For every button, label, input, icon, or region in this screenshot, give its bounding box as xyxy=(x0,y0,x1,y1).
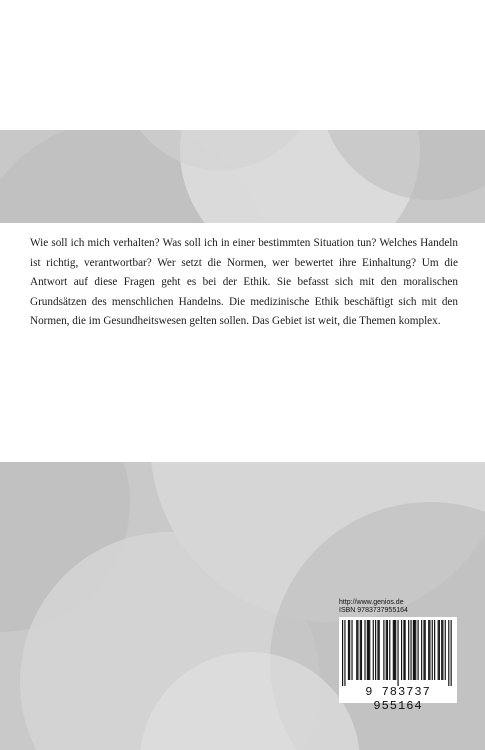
barcode-bar xyxy=(434,620,435,680)
barcode-bar xyxy=(356,620,357,680)
barcode-bar xyxy=(395,620,396,680)
barcode xyxy=(339,617,457,713)
barcode-bar xyxy=(397,620,398,686)
barcode-bar xyxy=(438,620,439,680)
barcode-bar xyxy=(410,620,411,680)
barcode-bar xyxy=(428,620,429,680)
barcode-bar xyxy=(393,620,394,680)
barcode-bar xyxy=(373,620,374,680)
barcode-bar xyxy=(387,620,388,680)
barcode-bar xyxy=(348,620,349,680)
barcode-bar xyxy=(408,620,409,680)
barcode-bar xyxy=(357,620,358,680)
barcode-bar xyxy=(361,620,362,680)
barcode-bar xyxy=(383,620,384,680)
barcode-bar xyxy=(368,620,369,680)
barcode-bar xyxy=(414,620,415,680)
barcode-bar xyxy=(442,620,443,680)
isbn-label: ISBN 9783737955164 xyxy=(339,607,408,614)
barcode-bar xyxy=(415,620,416,680)
barcode-bar xyxy=(413,620,414,680)
barcode-number: 9 783737 955164 xyxy=(365,685,431,713)
barcode-bar xyxy=(445,620,446,680)
barcode-bar xyxy=(432,620,433,680)
barcode-bar xyxy=(379,620,380,680)
barcode-bar xyxy=(405,620,406,680)
barcode-bar xyxy=(423,620,424,680)
barcode-bar xyxy=(403,620,404,680)
barcode-bar xyxy=(451,620,452,686)
barcode-bar xyxy=(344,620,345,686)
barcode-bar xyxy=(448,620,449,686)
barcode-bar xyxy=(425,620,426,680)
barcode-bar xyxy=(386,620,387,680)
barcode-bar xyxy=(441,620,442,680)
barcode-bar xyxy=(375,620,376,680)
barcode-bar xyxy=(401,620,402,680)
barcode-bar xyxy=(377,620,378,680)
barcode-bar xyxy=(364,620,365,680)
back-cover-blurb: Wie soll ich mich verhalten? Was soll ich in einer bestimmten Situation tun? Welches Handeln ist richtig, verantwortbar? Wer setzt die Normen, wer bewertet ihre Einhaltung? Um die Antwort auf diese Fragen geht es bei der Ethik. Sie befasst sich mit den moralischen Grundsätzen des menschlichen Handelns. Die medizinische Ethik beschäftigt sich mit den Normen, die im Gesundheitswesen gelten sollen. Das Gebiet ist weit, die Themen komplex. xyxy=(30,237,458,327)
barcode-block xyxy=(339,599,459,713)
barcode-bar xyxy=(429,620,430,680)
barcode-bar xyxy=(421,620,422,680)
barcode-bar xyxy=(439,620,440,680)
barcode-bar xyxy=(367,620,368,680)
barcode-bar xyxy=(389,620,390,680)
barcode-bars xyxy=(342,620,454,686)
barcode-bar xyxy=(342,620,343,686)
barcode-bar xyxy=(351,620,352,680)
barcode-bar xyxy=(418,620,419,680)
barcode-bar xyxy=(360,620,361,680)
barcode-bar xyxy=(349,620,350,680)
barcode-bar xyxy=(394,620,395,680)
barcode-bar xyxy=(369,620,370,680)
publisher-url: http://www.genios.de xyxy=(339,599,404,606)
top-decorative-band xyxy=(0,130,485,223)
